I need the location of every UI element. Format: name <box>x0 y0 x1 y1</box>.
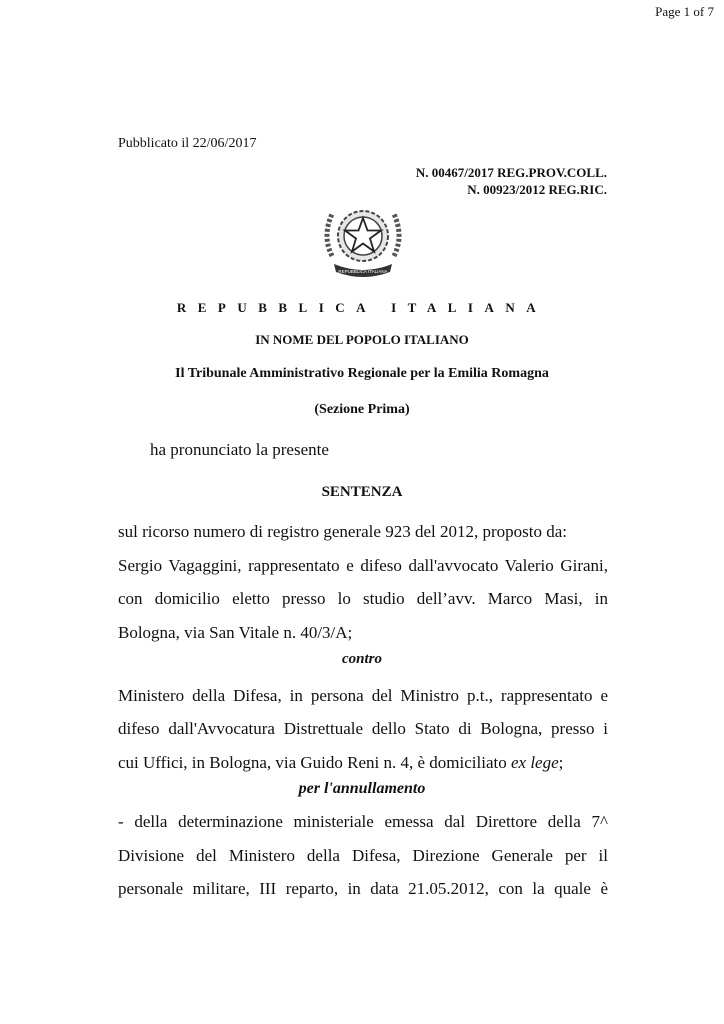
reg-prov-coll: N. 00467/2017 REG.PROV.COLL. <box>415 165 607 180</box>
appeal-line-1: sul ricorso numero di registro generale 923 del 2012, proposto da: <box>118 522 567 541</box>
pronounced-text: ha pronunciato la presente <box>150 440 329 459</box>
sentence-heading: SENTENZA <box>321 484 403 500</box>
determination-line-1: - della determinazione ministeriale emessa dal Direttore della 7^ <box>118 812 608 831</box>
ex-lege-text: ex lege <box>510 753 559 772</box>
page-number: Page 1 of 7 <box>655 4 714 19</box>
section-name: (Sezione Prima) <box>314 402 410 417</box>
ministry-line-1: Ministero della Difesa, in persona del Ministro p.t., rappresentato e <box>118 686 608 705</box>
republic-heading: REPUBBLICA ITALIANA <box>176 300 548 315</box>
appeal-line-4: Bologna, via San Vitale n. 40/3/A; <box>118 623 353 642</box>
tribunal-name: Il Tribunale Amministrativo Regionale per la Emilia Romagna <box>175 366 549 381</box>
appeal-line-3: con domicilio eletto presso lo studio dell’avv. Marco Masi, in <box>118 589 608 608</box>
emblem-ribbon-text: REPUBBLICA ITALIANA <box>338 269 388 274</box>
reg-ric: N. 00923/2012 REG.RIC. <box>467 182 607 197</box>
ministry-line-3: cui Uffici, in Bologna, via Guido Reni n. 4, è domiciliato ex lege; <box>118 753 564 772</box>
determination-line-3: personale militare, III reparto, in data 21.05.2012, con la quale è <box>118 879 608 898</box>
publication-date: Pubblicato il 22/06/2017 <box>118 136 257 151</box>
ministry-line-2: difeso dall'Avvocatura Distrettuale dello Stato di Bologna, presso i <box>118 719 608 738</box>
determination-line-2: Divisione del Ministero della Difesa, Direzione Generale per il <box>118 846 608 865</box>
people-heading: IN NOME DEL POPOLO ITALIANO <box>255 332 469 347</box>
appeal-line-2: Sergio Vagaggini, rappresentato e difeso dall'avvocato Valerio Girani, <box>118 556 608 575</box>
italian-emblem-icon <box>318 196 408 286</box>
against-heading: contro <box>341 651 382 667</box>
annulment-heading: per l'annullamento <box>298 780 426 797</box>
